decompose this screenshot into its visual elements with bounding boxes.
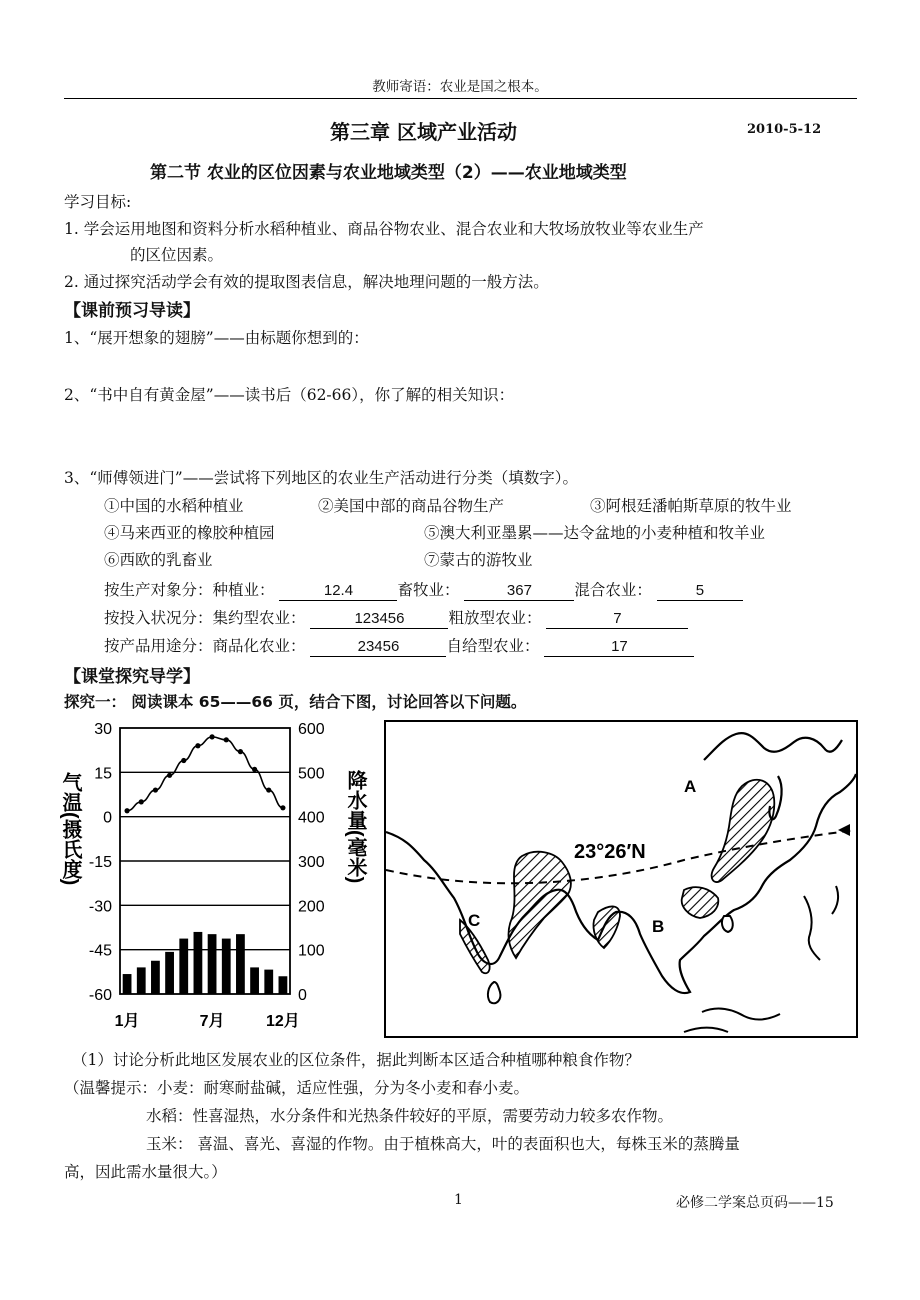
preview-q2: 2、“书中自有黄金屋”——读书后（62-66），你了解的相关知识： [64,386,515,404]
option-4: ④马来西亚的橡胶种植园 [104,524,275,542]
answer-mixed[interactable]: 5 [657,581,743,601]
precipitation-bar [279,976,288,994]
objective-1: 1. 学会运用地图和资料分析水稻种植业、商品谷物农业、混合农业和大牧场放牧业等农业生产 [64,220,704,238]
left-tick-label: -45 [88,942,112,960]
preview-q3: 3、“师傅领进门”——尝试将下列地区的农业生产活动进行分类（填数字）。 [64,469,578,487]
answer-extensive[interactable]: 7 [546,609,688,629]
precipitation-bar [222,939,231,994]
right-tick-label: 400 [298,809,325,827]
x-tick-label: 7月 [199,1013,225,1030]
map-frame [385,721,857,1037]
precipitation-bar [137,967,146,994]
option-3: ③阿根廷潘帕斯草原的牧牛业 [590,497,792,515]
temperature-point [266,787,271,792]
temperature-point [124,808,129,813]
answer-intensive[interactable]: 123456 [310,609,448,629]
section-title: 第二节 农业的区位因素与农业地域类型（2）——农业地域类型 [150,163,627,183]
temperature-point [181,758,186,763]
precipitation-bar [250,967,259,994]
total-page-code: 必修二学案总页码——15 [676,1195,834,1211]
x-tick-label: 12月 [266,1013,300,1030]
option-7: ⑦蒙古的游牧业 [424,551,533,569]
temperature-line [127,737,283,811]
right-tick-label: 100 [298,942,325,960]
temperature-point [209,734,214,739]
map-label-b: B [652,917,665,936]
answer-subsistence[interactable]: 17 [544,637,694,657]
temperature-point [280,805,285,810]
right-axis-label: 降水量(毫米) [344,770,366,884]
temperature-point [167,773,172,778]
temperature-point [238,749,243,754]
precipitation-bar [123,974,132,994]
climate-chart [50,712,370,1042]
classroom-heading: 【课堂探究导学】 [64,667,200,687]
precipitation-bar [179,939,188,994]
right-tick-label: 200 [298,898,325,916]
left-tick-label: -60 [88,987,112,1004]
tip-rice: 水稻：性喜湿热，水分条件和光热条件较好的平原，需要劳动力较多农作物。 [146,1107,674,1125]
right-tick-label: 500 [298,765,325,783]
asia-map [384,720,858,1038]
answer-commercial[interactable]: 23456 [310,637,446,657]
answer-planting[interactable]: 12.4 [279,581,397,601]
option-2: ②美国中部的商品谷物生产 [318,497,505,515]
objective-2: 2. 通过探究活动学会有效的提取图表信息，解决地理问题的一般方法。 [64,273,549,291]
explore-1: 探究一： 阅读课本 65——66 页，结合下图，讨论回答以下问题。 [64,693,527,711]
page-number: 1 [454,1192,463,1208]
classify-row-use: 按产品用途分：商品化农业： 23456 自给型农业： 17 [104,634,694,657]
x-tick-label: 1月 [114,1013,140,1030]
temperature-point [139,799,144,804]
precipitation-bar [236,934,245,994]
tip-corn-cont: 高，因此需水量很大。） [64,1163,227,1181]
left-tick-label: -15 [88,854,112,871]
precipitation-bar [165,952,174,994]
option-5: ⑤澳大利亚墨累——达令盆地的小麦种植和牧羊业 [424,524,766,542]
precipitation-bar [151,961,160,994]
option-6: ⑥西欧的乳畜业 [104,551,213,569]
map-label-a: A [684,777,697,796]
objective-1-cont: 的区位因素。 [130,246,224,264]
discussion-q1: （1）讨论分析此地区发展农业的区位条件，据此判断本区适合种植哪种粮食作物？ [72,1051,640,1069]
precipitation-bar [208,934,217,994]
right-tick-label: 300 [298,854,325,871]
temperature-point [224,737,229,742]
tip-corn: 玉米： 喜温、喜光、喜湿的作物。由于植株高大，叶的表面积也大，每株玉米的蒸腾量 [146,1135,740,1153]
left-tick-label: 30 [94,721,112,738]
preview-heading: 【课前预习导读】 [64,301,200,321]
preview-q1: 1、“展开想象的翅膀”——由标题你想到的： [64,329,369,347]
right-tick-label: 600 [298,721,325,738]
option-1: ①中国的水稻种植业 [104,497,244,515]
header-rule [64,98,857,99]
answer-livestock[interactable]: 367 [464,581,574,601]
left-axis-label: 气温(摄氏度) [59,772,81,886]
chapter-date: 2010-5-12 [747,122,822,137]
classify-row-object: 按生产对象分：种植业： 12.4 畜牧业： 367 混合农业： 5 [104,578,743,601]
precipitation-bar [194,932,203,994]
island-srilanka [488,982,500,1003]
tip-wheat: （温馨提示：小麦：耐寒耐盐碱，适应性强，分为冬小麦和春小麦。 [64,1079,530,1097]
map-label-c: C [468,911,481,930]
right-tick-label: 0 [298,987,307,1004]
temperature-point [252,767,257,772]
precipitation-bar [264,970,273,994]
map-latitude-label: 23°26′N [574,841,646,863]
left-tick-label: 15 [94,765,112,783]
left-tick-label: -30 [88,898,112,916]
classify-row-input: 按投入状况分：集约型农业： 123456 粗放型农业： 7 [104,606,688,629]
temperature-point [195,743,200,748]
left-tick-label: 0 [103,809,112,827]
header-note: 教师寄语：农业是国之根本。 [372,79,548,95]
island-hainan [722,916,733,932]
chapter-title: 第三章 区域产业活动 [330,120,517,144]
temperature-point [153,787,158,792]
objectives-heading: 学习目标: [64,193,132,211]
